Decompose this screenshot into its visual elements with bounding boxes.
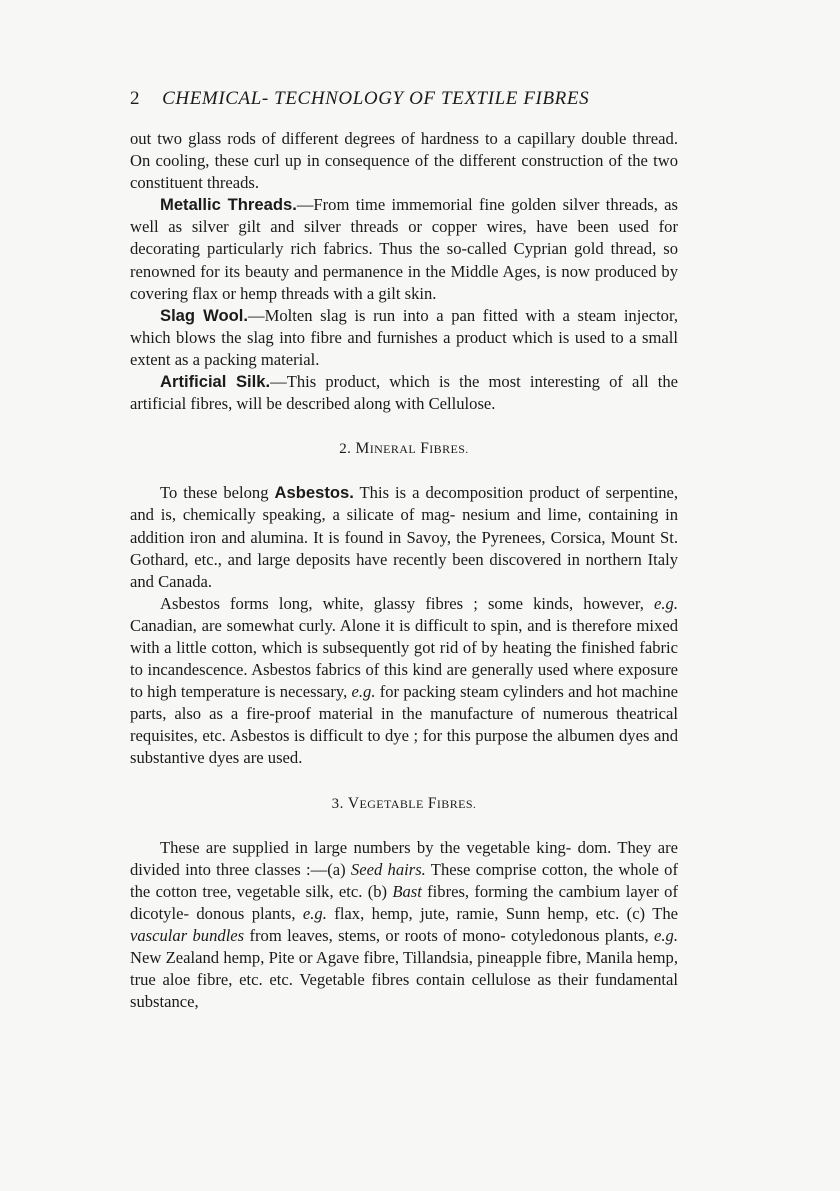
italic-term: Seed hairs. (350, 859, 426, 879)
italic-term: Bast (392, 881, 422, 901)
paragraph-slag-wool (130, 305, 678, 371)
italic-abbrev: e.g. (654, 593, 678, 613)
section-title-part: F (427, 794, 437, 812)
italic-abbrev: e.g. (351, 682, 376, 702)
italic-term: vascular bundles (130, 926, 245, 945)
running-header (130, 88, 678, 110)
section-title-part: F (420, 440, 430, 458)
paragraph-text: —This product, which is the most interesting of all the artificial fibres, will be described along with Cellulose. (130, 372, 678, 414)
body-text (130, 128, 678, 1013)
run-in-term: Asbestos. (274, 483, 354, 503)
italic-abbrev: e.g. (654, 926, 678, 945)
section-heading-mineral-fibres (130, 438, 678, 460)
paragraph-asbestos-intro (130, 482, 678, 592)
paragraph-text: flax, hemp, jute, ramie, Sunn hemp, etc. (c) The (326, 903, 678, 923)
paragraph-text: fibres, forming the cambium layer of dicotyle- donous plants, (130, 881, 678, 923)
paragraph-text: To these belong (160, 483, 275, 503)
paragraph-text: —From time immemorial fine golden silver threads, as well as silver gilt and silver threads or copper wires, have been used for decorating particularly rich fabrics. Thus the so-called Cyprian gold thread, so renowned for its beauty and permanence in the Middle Ages, is now produced by covering flax or hemp threads with a gilt skin. (130, 195, 679, 303)
run-in-heading: Slag Wool. (160, 305, 248, 325)
page-number: 2 (130, 88, 141, 109)
paragraph-text: —Molten slag is run into a pan fitted with a steam injector, which blows the slag into fibre and furnishes a product which is used to a small extent as a packing material. (130, 305, 678, 369)
paragraph-continuation (130, 128, 678, 194)
paragraph-asbestos-properties (130, 593, 678, 770)
section-title-part: INERAL (369, 442, 417, 457)
paragraph-text: These comprise cotton, the whole of the cotton tree, vegetable silk, etc. (b) (130, 859, 678, 901)
section-title-part: EGETABLE (359, 796, 424, 811)
section-title-part: IBRES. (436, 796, 477, 811)
paragraph-text: New Zealand hemp, Pite or Agave fibre, Tillandsia, pineapple fibre, Manila hemp, true aloe fibre, etc. etc. Vegetable fibres contain cellulose as their fundamental substance, (130, 948, 678, 1012)
section-title-part: V (347, 794, 360, 812)
section-number: 3. (331, 795, 344, 812)
paragraph-text: out two glass rods of different degrees of hardness to a capillary double thread. On cooling, these curl up in consequence of the different construction of the two constituent threads. (130, 129, 678, 193)
run-in-heading: Artificial Silk. (160, 372, 271, 392)
section-number: 2. (339, 441, 352, 458)
paragraph-text: These are supplied in large numbers by the vegetable king- dom. They are divided into three classes :—(a) (130, 837, 678, 879)
paragraph-text: Canadian, are somewhat curly. Alone it is difficult to spin, and is therefore mixed with a little cotton, which is subsequently got rid of by heating the finished fabric to incandescence. Asbestos fabrics of this kind are generally used where exposure to high temperature is necessary, (130, 615, 678, 702)
paragraph-vegetable-fibres (130, 837, 678, 1014)
paragraph-metallic-threads (130, 194, 678, 304)
running-title: CHEMICAL- TECHNOLOGY OF TEXTILE FIBRES (162, 88, 590, 109)
paragraph-text: from leaves, stems, or roots of mono- cotyledonous plants, (244, 926, 655, 945)
section-heading-vegetable-fibres (130, 793, 678, 815)
section-title-part: M (355, 440, 370, 458)
paragraph-text: This is a decomposition product of serpentine, and is, chemically speaking, a silicate of mag- nesium and lime, containing in addition iron and alumina. It is found in Savoy, the Pyrenees, Corsica, Mount St. Gothard, etc., and large deposits have recently been discovered in northern Italy and Canada. (130, 483, 679, 591)
italic-abbrev: e.g. (302, 903, 327, 923)
paragraph-artificial-silk (130, 371, 678, 415)
paragraph-text: Asbestos forms long, white, glassy fibres ; some kinds, however, (160, 593, 655, 613)
paragraph-text: for packing steam cylinders and hot machine parts, also as a fire-proof material in the manufacture of numerous theatrical requisites, etc. Asbestos is difficult to dye ; for this purpose the albumen dyes and substantive dyes are used. (130, 682, 678, 768)
section-title-part: IBRES. (429, 442, 469, 457)
run-in-heading: Metallic Threads. (160, 195, 297, 215)
